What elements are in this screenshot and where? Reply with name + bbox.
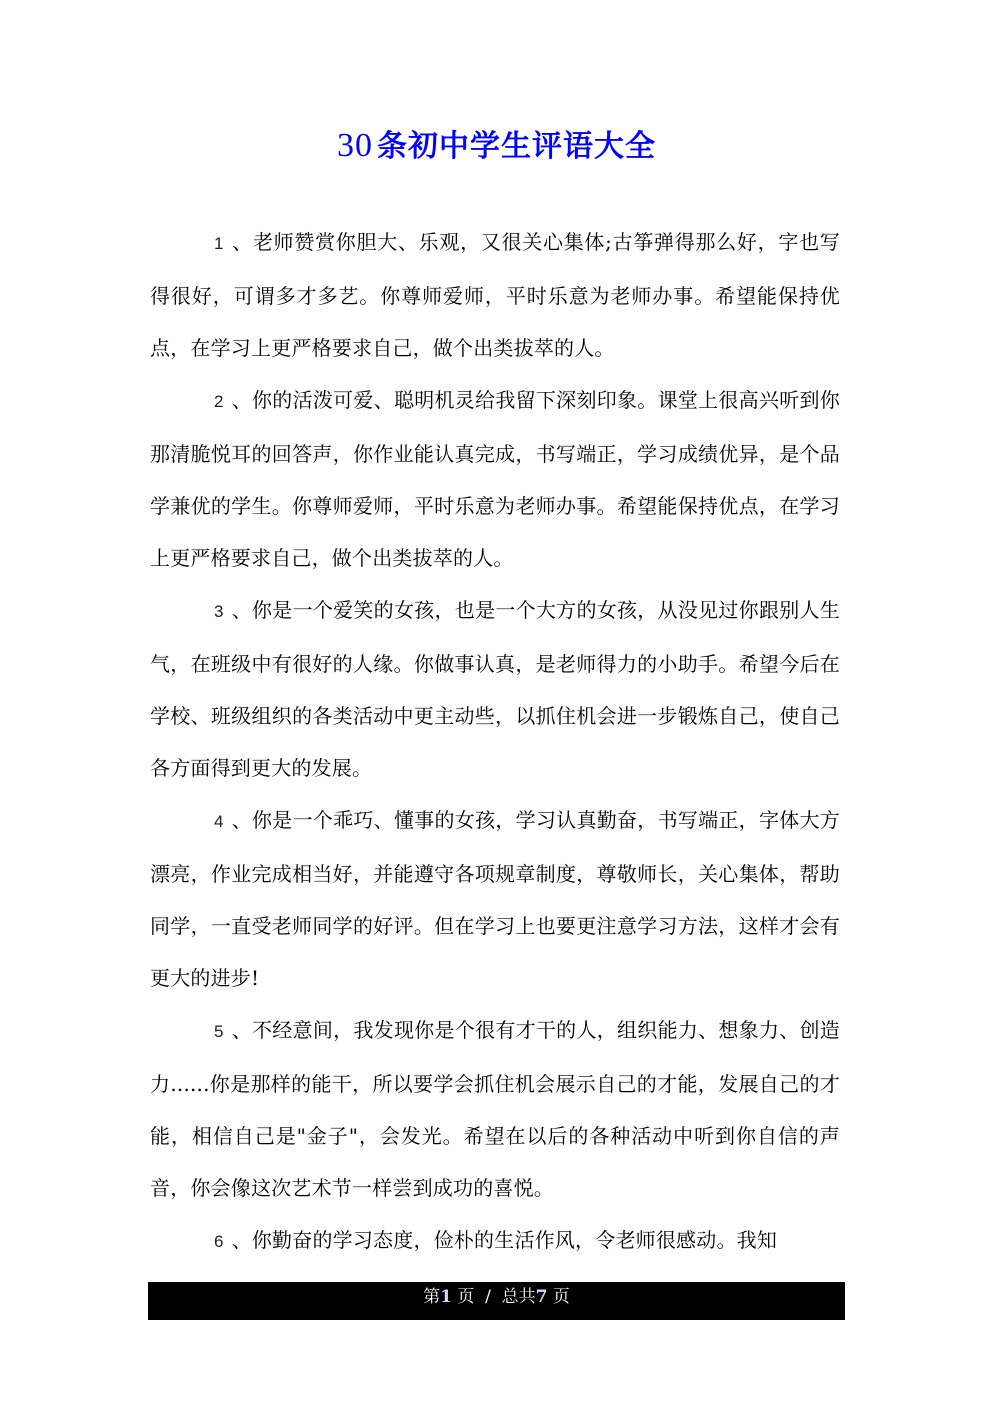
page-footer [148, 1282, 845, 1320]
total-suffix: 页 [552, 1287, 570, 1307]
paragraph-text: 你是一个乖巧、懂事的女孩，学习认真勤奋，书写端正，字体大方漂亮，作业完成相当好，并能遵守各项规章制度，尊敬师长，关心集体，帮助同学，一直受老师同学的好评。但在学习上也要更注意学习方法，这样才会有更大的进步! [150, 808, 840, 990]
paragraph-separator: 、 [231, 1018, 253, 1042]
comment-paragraph-5 [150, 1004, 840, 1214]
paragraph-separator: 、 [231, 598, 253, 622]
document-body [150, 216, 840, 1268]
paragraph-text: 不经意间，我发现你是个很有才干的人，组织能力、想象力、创造力......你是那样的能干，所以要学会抓住机会展示自己的才能，发展自己的才能，相信自己是"金子"，会发光。希望在以后的各种活动中听到你自信的声音，你会像这次艺术节一样尝到成功的喜悦。 [150, 1018, 840, 1200]
comment-paragraph-1 [150, 216, 840, 374]
paragraph-text: 你的活泼可爱、聪明机灵给我留下深刻印象。课堂上很高兴听到你那清脆悦耳的回答声，你作业能认真完成，书写端正，学习成绩优异，是个品学兼优的学生。你尊师爱师，平时乐意为老师办事。希望能保持优点，在学习上更严格要求自己，做个出类拔萃的人。 [150, 388, 840, 570]
paragraph-text: 你是一个爱笑的女孩，也是一个大方的女孩，从没见过你跟别人生气，在班级中有很好的人缘。你做事认真，是老师得力的小助手。希望今后在学校、班级组织的各类活动中更主动些，以抓住机会进一步锻炼自己，使自己各方面得到更大的发展。 [150, 598, 840, 780]
paragraph-separator: 、 [231, 1228, 252, 1252]
paragraph-text: 老师赞赏你胆大、乐观，又很关心集体;古筝弹得那么好，字也写得很好，可谓多才多艺。你尊师爱师，平时乐意为老师办事。希望能保持优点，在学习上更严格要求自己，做个出类拔萃的人。 [150, 230, 840, 360]
comment-paragraph-6 [150, 1214, 840, 1268]
page-word: 页 [457, 1287, 475, 1307]
title-text: 条初中学生评语大全 [377, 129, 656, 164]
title-number: 30 [337, 127, 373, 164]
total-prefix: 总共 [501, 1287, 536, 1307]
paragraph-text: 你勤奋的学习态度，俭朴的生活作风，令老师很感动。我知 [251, 1228, 778, 1252]
page-prefix: 第 [423, 1287, 441, 1307]
current-page-number: 1 [440, 1287, 452, 1307]
paragraph-index: 6 [214, 1232, 224, 1251]
comment-paragraph-4 [150, 794, 840, 1004]
paragraph-separator: 、 [231, 808, 253, 832]
paragraph-index: 5 [214, 1022, 224, 1041]
comment-paragraph-2 [150, 374, 840, 584]
paragraph-separator: 、 [231, 230, 253, 254]
total-pages-number: 7 [535, 1287, 548, 1307]
paragraph-index: 3 [214, 602, 224, 621]
page-slash: / [485, 1287, 491, 1307]
paragraph-index: 1 [214, 234, 224, 253]
paragraph-separator: 、 [231, 388, 253, 412]
comment-paragraph-3 [150, 584, 840, 794]
paragraph-index: 4 [214, 812, 224, 831]
paragraph-index: 2 [214, 392, 224, 411]
document-title [0, 126, 993, 167]
